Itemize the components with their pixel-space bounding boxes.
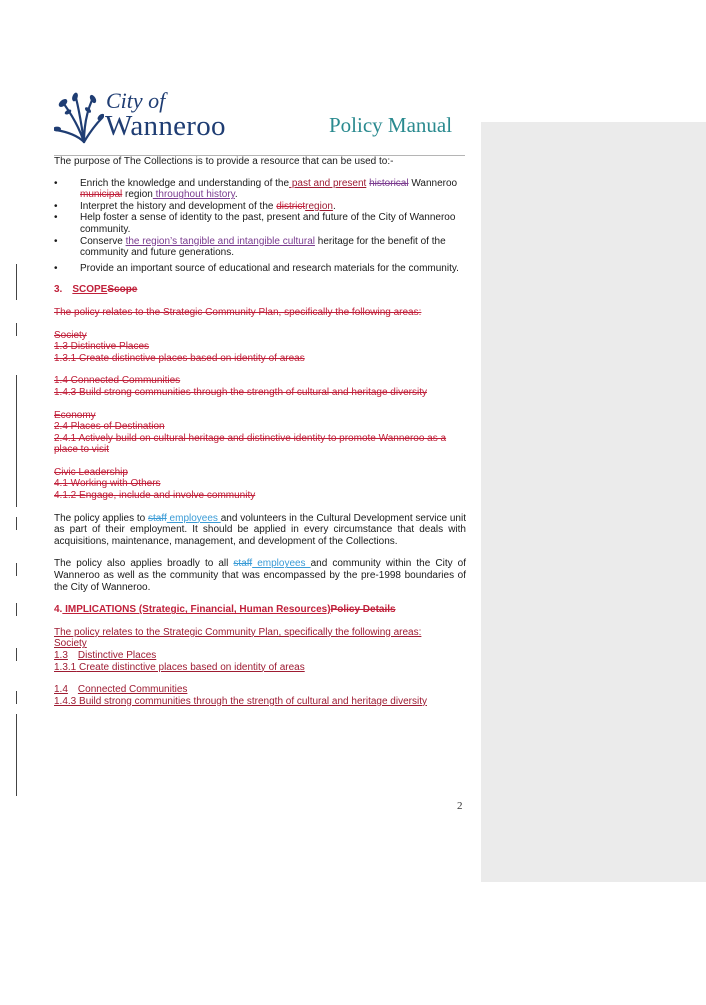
list-item: • Interpret the history and development of the districtregion.	[54, 201, 466, 213]
logo-line-1: City of	[106, 88, 166, 113]
scope-heading: 3. SCOPEScope	[54, 284, 138, 296]
list-item: • Provide an important source of educational and research materials for the community.	[54, 263, 466, 275]
scope-society-block	[54, 330, 466, 365]
scope-society-block-2	[54, 375, 466, 398]
scope-item: 1.4 Connected Communities	[54, 375, 181, 387]
scope-relates: The policy relates to the Strategic Community Plan, specifically the following areas:	[54, 306, 422, 318]
purpose-list	[54, 178, 466, 275]
change-bar	[16, 264, 17, 300]
change-bar	[16, 603, 17, 616]
broad-paragraph: The policy also applies broadly to all staff employees and community within the City of Wanneroo as well as the community that was encompassed by the pre-1998 boundaries of the City of Wanneroo.	[54, 558, 466, 593]
scope-item: 4.1.2 Engage, include and involve community	[54, 490, 256, 502]
scope-civic-block	[54, 467, 466, 502]
applies-paragraph: The policy applies to staff employees and volunteers in the Cultural Development service unit as part of their employment. It should be applied in every circumstance that deals with acquisitions, maintenance, management, and development of the Collections.	[54, 512, 466, 547]
change-bar	[16, 323, 17, 336]
kangaroo-paw-icon	[54, 92, 104, 146]
change-bar	[16, 563, 17, 576]
implications-relates: The policy relates to the Strategic Community Plan, specifically the following areas:	[54, 626, 422, 638]
scope-item: 1.4.3 Build strong communities through the strength of cultural and heritage diversity	[54, 386, 427, 398]
implications-item: 1.4 Connected Communities	[54, 684, 188, 696]
list-item: • Help foster a sense of identity to the past, present and future of the City of Wanneroo community.	[54, 212, 466, 235]
civic-label: Civic Leadership	[54, 466, 128, 478]
economy-label: Economy	[54, 409, 96, 421]
comment-pane	[481, 122, 706, 882]
change-bar	[16, 691, 17, 704]
scope-item: 4.1 Working with Others	[54, 478, 161, 490]
scope-item: 1.3 Distinctive Places	[54, 341, 150, 353]
logo-line-2: Wanneroo	[105, 110, 226, 142]
change-bar	[16, 375, 17, 507]
change-bar	[16, 648, 17, 661]
document-body	[54, 156, 466, 707]
change-bar	[16, 714, 17, 796]
change-bar	[16, 517, 17, 530]
scope-economy-block	[54, 410, 466, 456]
scope-item: 1.3.1 Create distinctive places based on identity of areas	[54, 352, 305, 364]
purpose-intro: The purpose of The Collections is to provide a resource that can be used to:-	[54, 156, 394, 167]
society-label: Society	[54, 329, 87, 341]
implications-item: 1.3 Distinctive Places	[54, 650, 157, 661]
page-number: 2	[457, 800, 463, 812]
scope-item: 2.4.1 Actively build on cultural heritage and distinctive identity to promote Wanneroo as a place to visit	[54, 432, 447, 456]
header-title: Policy Manual	[329, 113, 453, 137]
scope-item: 2.4 Places of Destination	[54, 421, 165, 433]
implications-item: 1.3.1 Create distinctive places based on identity of areas	[54, 661, 305, 673]
list-item: • Conserve the region’s tangible and intangible cultural heritage for the benefit of the community and future generations.	[54, 236, 466, 259]
city-logo	[54, 88, 244, 148]
list-item: • Enrich the knowledge and understanding of the past and present historical Wanneroo municipal region throughout history.	[54, 178, 466, 201]
implications-block	[54, 627, 466, 673]
implications-heading: 4. IMPLICATIONS (Strategic, Financial, Human Resources)Policy Details	[54, 604, 396, 616]
implications-block-2	[54, 684, 466, 707]
society-label: Society	[54, 638, 87, 650]
implications-item: 1.4.3 Build strong communities through the strength of cultural and heritage diversity	[54, 695, 427, 707]
